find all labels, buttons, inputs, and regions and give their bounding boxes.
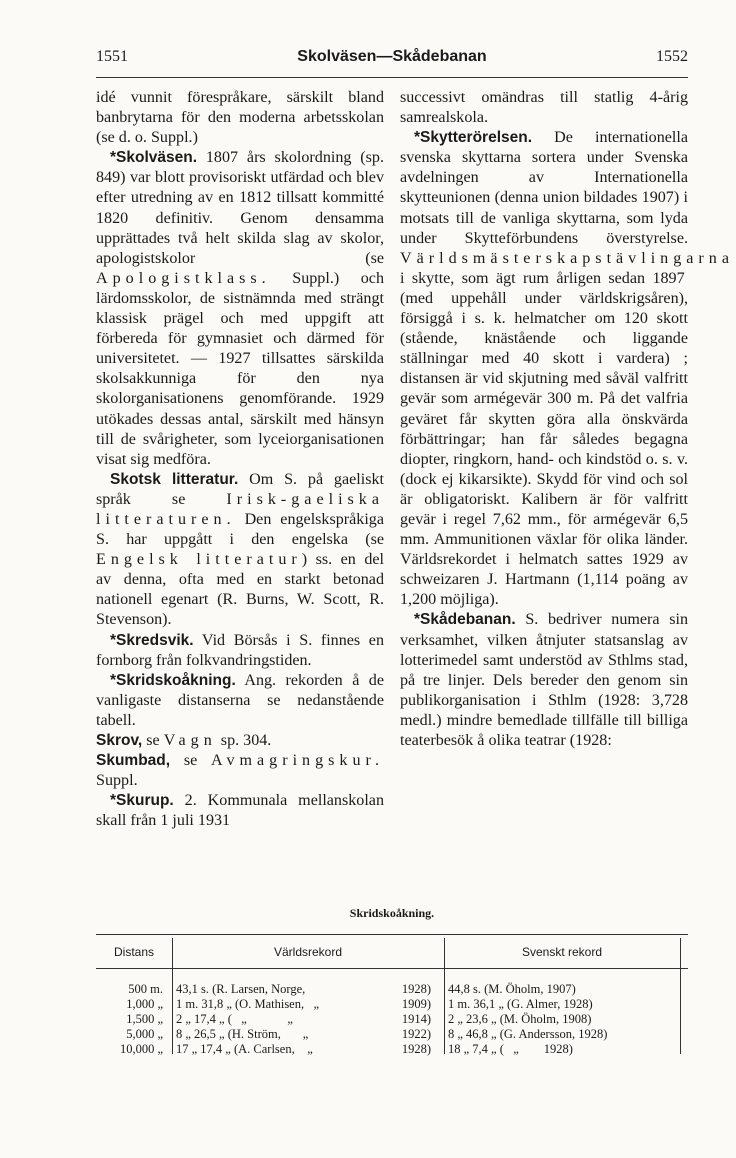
cell-world-year: 1909) <box>401 997 431 1011</box>
entry-continuation <box>96 88 384 148</box>
entry-continuation <box>400 88 688 128</box>
cell-world-record: 8 „ 26,5 „ (H. Ström, „ <box>176 1027 309 1041</box>
cell-world-record: 2 „ 17,4 „ ( „ „ <box>176 1012 293 1026</box>
right-column <box>400 88 734 751</box>
entry-skytterorelsen <box>400 128 734 610</box>
headword: *Skredsvik. <box>110 631 194 649</box>
page-number-right: 1552 <box>656 48 688 65</box>
entry-skridskoakning <box>96 671 384 731</box>
text: sp. 304. <box>216 732 272 749</box>
column-divider <box>680 938 681 1054</box>
cross-reference: Apologistklass. <box>96 269 271 287</box>
headword: Skotsk litteratur. <box>110 470 239 488</box>
headword: *Skridskoåkning. <box>110 671 236 689</box>
text: Ang. rekorden å de vanligaste distanserna se nedanstående tabell. <box>96 671 384 729</box>
cell-world-record: 43,1 s. (R. Larsen, Norge, <box>176 982 306 996</box>
header-distans: Distans <box>113 945 154 959</box>
entry-skredsvik <box>96 631 384 671</box>
cell-distans: 1,500 „ <box>126 1012 163 1026</box>
text: Den engelskspråkiga S. har uppgått i den engelska (se <box>96 510 384 549</box>
text: se <box>170 752 212 770</box>
entry-skrov <box>96 731 384 751</box>
entry-skadebanan <box>400 610 688 751</box>
headword: Skumbad, <box>96 752 171 770</box>
text: Suppl.) och lärdomsskolor, de sistnämnda med strängt klassisk prägel och med uppgift att förbereda för gymnasiet och därmed för universitetet. — 1927 tillsattes särskilda skolsakkunniga för den nya skolorganisationens genomförande. 1929 utökades dessas antal, särskilt med hänsyn till de svårigheter, som lyceiorganisationen visat sig medföra. <box>96 269 384 468</box>
cell-swedish-record: 1 m. 36,1 „ (G. Almer, 1928) <box>448 997 593 1011</box>
cell-world-year: 1914) <box>401 1012 431 1026</box>
headword: Skrov, <box>96 732 143 749</box>
table-caption: Skridskoåkning. <box>349 906 435 920</box>
cell-distans: 1,000 „ <box>126 997 163 1011</box>
cell-distans: 500 m. <box>128 982 163 996</box>
cell-world-year: 1928) <box>401 1042 431 1056</box>
text: Om S. på gaeliskt språk se <box>96 470 384 508</box>
entry-skurup <box>96 791 384 831</box>
cross-reference: Vagn <box>163 732 217 749</box>
headword: *Skurup. <box>110 792 174 810</box>
text: 1807 års skolordning (sp. 849) var blott provisoriskt utfärdad och blev efter utredning av en 1812 tillsatt kommitté 1820 definitiv. Genom densamma upprättades två helt skilda slag av skolor, apologistskolor (se <box>96 149 384 267</box>
cell-world-record: 17 „ 17,4 „ (A. Carlsen, „ <box>176 1042 313 1056</box>
text: idé vunnit förespråkare, särskilt bland banbrytarna för den moderna arbetsskolan (se d. o. Suppl.) <box>96 89 384 147</box>
text: se <box>142 732 164 749</box>
headword: *Skådebanan. <box>414 611 516 629</box>
emphasis: Världsmästerskapstävlingarna <box>400 249 734 267</box>
cell-distans: 5,000 „ <box>126 1027 163 1041</box>
cross-reference: Avmagringskur. <box>211 752 384 770</box>
header-varldsrekord: Världsrekord <box>273 945 343 959</box>
entry-skotsk-litteratur <box>96 470 384 631</box>
cell-swedish-record: 8 „ 46,8 „ (G. Andersson, 1928) <box>448 1027 608 1041</box>
cell-distans: 10,000 „ <box>119 1042 163 1056</box>
left-column <box>96 88 384 831</box>
cell-swedish-record: 44,8 s. (M. Öholm, 1907) <box>448 982 576 996</box>
entry-skolvasen <box>96 148 384 470</box>
cell-swedish-record: 18 „ 7,4 „ ( „ 1928) <box>448 1042 573 1056</box>
cell-world-year: 1922) <box>401 1027 431 1041</box>
cell-world-record: 1 m. 31,8 „ (O. Mathisen, „ <box>176 997 320 1011</box>
text: 2. Kommunala mellanskolan skall från 1 juli 1931 <box>96 792 384 830</box>
headword: *Skytterörelsen. <box>414 129 533 147</box>
text: De internationella svenska skyttarna sortera under Svenska avdelningen av Internationella skytteunionen (denna union bildades 1907) i motsats till de vanliga skyttarna, som lyda under Skytteförbundens överstyrelse. <box>400 129 688 247</box>
page-header <box>96 48 688 72</box>
cell-swedish-record: 2 „ 23,6 „ (M. Öholm, 1908) <box>448 1012 592 1026</box>
table-top-rule <box>96 934 688 935</box>
header-svenskt-rekord: Svenskt rekord <box>521 945 603 959</box>
cell-world-year: 1928) <box>401 982 431 996</box>
headword: *Skolväsen. <box>110 149 198 167</box>
entry-skumbad <box>96 751 384 791</box>
page-number-left: 1551 <box>96 48 128 65</box>
text: Suppl. <box>96 772 138 790</box>
text: ) ss. en del av denna, ofta med en starkt betonad nationell egenart (R. Burns, W. Scott, R. Stevenson). <box>96 551 384 629</box>
text: S. bedriver numera sin verksamhet, vilken åtnjuter statsanslag av lotterimedel samt understöd av Sthlms stad, på tre linjer. Dels bereder den genom sin publikorganisation i Sthlm (1928: 3,728 medl.) mindre bemedlade tillfälle till billiga teaterbesök å olika teatrar (1928: <box>400 611 688 749</box>
text: Vid Börsås i S. finnes en fornborg från folkvandringstiden. <box>96 631 384 669</box>
running-title: Skolväsen—Skådebanan <box>297 48 487 65</box>
table-header-rule <box>96 968 688 969</box>
cross-reference: Engelsk litteratur <box>96 551 302 569</box>
header-rule <box>96 77 688 78</box>
text: i skytte, som ägt rum årligen sedan 1897 (med uppehåll under världskrigsåren), försiggå i s. k. helmatcher om 120 skott (stående, knästående och liggande ställningar med 40 skott i vardera) ; distansen är vid skjutning med såväl valfritt gevär som armégevär 300 m. På det valfria geväret får skytten göra alla önskvärda förbättringar; han får således begagna diopter, ringkorn, hand- och kindstöd o. s. v. (dock ej kikarsikte). Skydd för vind och sol är obligatoriskt. Kalibern är för valfritt gevär i regel 7,62 mm., för armégevär 6,5 mm. Ammunitionen växlar för olika länder. Världsrekordet i helmatch sattes 1929 av schweizaren J. Hartmann (1,114 poäng av 1,200 möjliga). <box>400 269 688 609</box>
text: successivt omändras till statlig 4-årig samrealskola. <box>400 89 688 127</box>
cross-reference: Irisk-gaeliska litteraturen. <box>96 490 384 528</box>
records-table <box>96 934 688 1054</box>
